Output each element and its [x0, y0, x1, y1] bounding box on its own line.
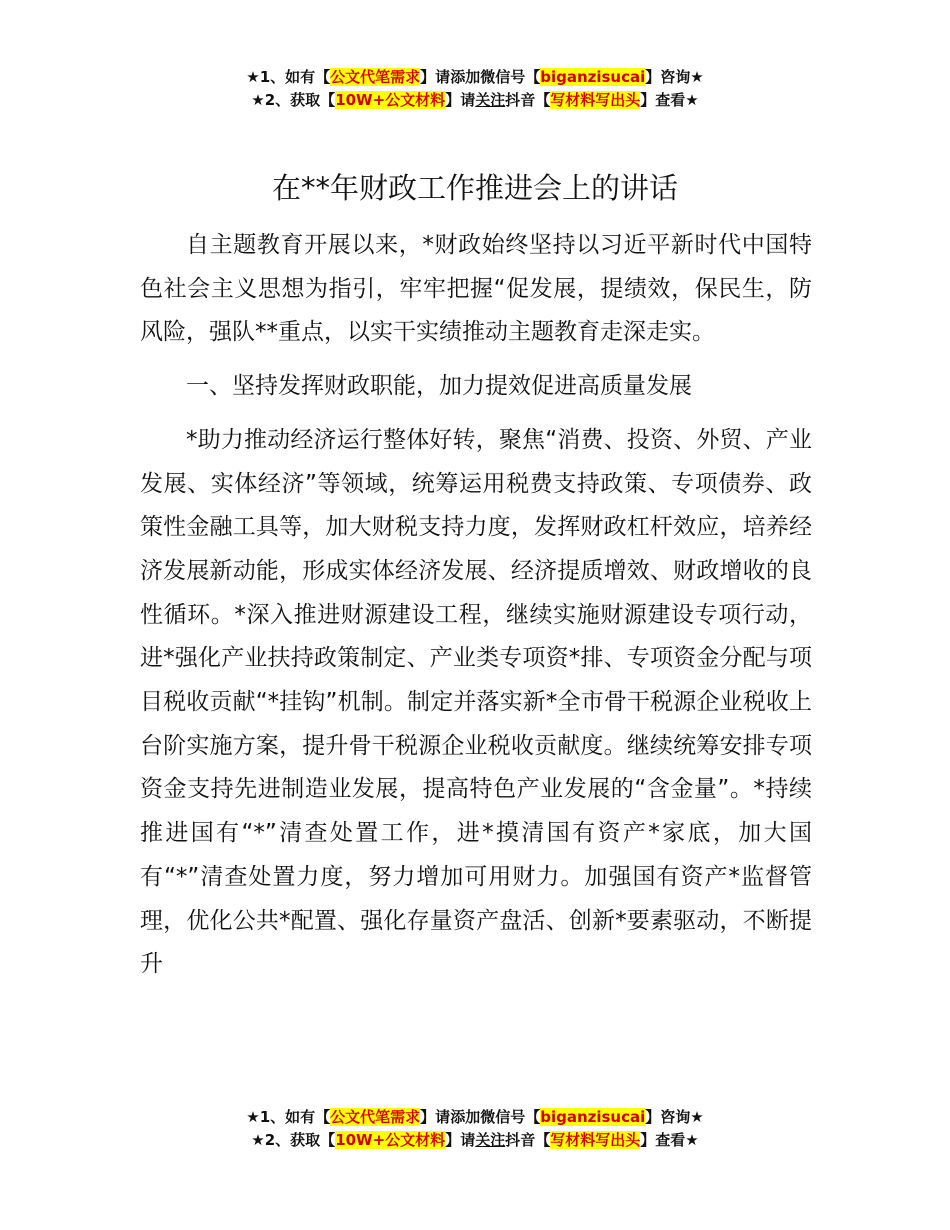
- banner-line-1: [0, 66, 950, 89]
- banner-text: 微信号【: [480, 68, 541, 86]
- banner-text-add: 添加: [450, 68, 481, 86]
- banner-text: 】请: [445, 1131, 476, 1149]
- banner-text-add: 添加: [450, 1108, 481, 1126]
- banner-text: ★1、如有【: [246, 1108, 331, 1126]
- banner-line-1: [0, 1106, 950, 1129]
- banner-text-follow: 关注: [475, 91, 506, 109]
- banner-text: 微信号【: [480, 1108, 541, 1126]
- banner-text: 】咨询★: [645, 1108, 704, 1126]
- banner-text: 】查看★: [640, 1131, 699, 1149]
- document-title: 在**年财政工作推进会上的讲话: [271, 171, 678, 205]
- banner-text: 】查看★: [640, 91, 699, 109]
- banner-text-follow: 关注: [475, 1131, 506, 1149]
- banner-text: 】咨询★: [645, 68, 704, 86]
- banner-text: 抖音【: [505, 1131, 551, 1149]
- banner-text: 抖音【: [505, 91, 551, 109]
- header-banner: [0, 66, 950, 112]
- banner-text: ★1、如有【: [246, 68, 331, 86]
- banner-line-2: [0, 89, 950, 112]
- banner-text: 】请: [420, 68, 451, 86]
- highlight-douyin: 写材料写出头: [550, 91, 641, 109]
- highlight-douyin: 写材料写出头: [550, 1131, 641, 1149]
- highlight-wechat-id: biganzisucai: [540, 68, 646, 86]
- footer-banner: [0, 1106, 950, 1152]
- highlight-materials: 10W+公文材料: [335, 1131, 446, 1149]
- highlight-service: 公文代笔需求: [330, 68, 421, 86]
- paragraph-intro: 自主题教育开展以来，*财政始终坚持以习近平新时代中国特色社会主义思想为指引，牢牢把握“促发展，提绩效，保民生，防风险，强队**重点，以实干实绩推动主题教育走深走实。: [140, 232, 812, 346]
- banner-text: 】请: [445, 91, 476, 109]
- highlight-service: 公文代笔需求: [330, 1108, 421, 1126]
- banner-text: 】请: [420, 1108, 451, 1126]
- banner-line-2: [0, 1129, 950, 1152]
- highlight-wechat-id: biganzisucai: [540, 1108, 646, 1126]
- banner-text: ★2、获取【: [251, 1131, 336, 1149]
- banner-text: ★2、获取【: [251, 91, 336, 109]
- section-heading-1: 一、坚持发挥财政职能，加力提效促进高质量发展: [186, 373, 692, 400]
- document-body: [140, 224, 812, 987]
- highlight-materials: 10W+公文材料: [335, 91, 446, 109]
- paragraph-section-1: *助力推动经济运行整体好转，聚焦“消费、投资、外贸、产业发展、实体经济”等领域，统筹运用税费支持政策、专项债券、政策性金融工具等，加大财税支持力度，发挥财政杠杆效应，培养经济发展新动能，形成实体经济发展、经济提质增效、财政增收的良性循环。*深入推进财源建设工程，继续实施财源建设专项行动，进*强化产业扶持政策制定、产业类专项资*排、专项资金分配与项目税收贡献“*挂钩”机制。制定并落实新*全市骨干税源企业税收上台阶实施方案，提升骨干税源企业税收贡献度。继续统筹安排专项资金支持先进制造业发展，提高特色产业发展的“含金量”。*持续推进国有“*”清查处置工作，进*摸清国有资产*家底，加大国有“*”清查处置力度，努力增加可用财力。加强国有资产*监督管理，优化公共*配置、强化存量资产盘活、创新*要素驱动，不断提升: [140, 426, 812, 978]
